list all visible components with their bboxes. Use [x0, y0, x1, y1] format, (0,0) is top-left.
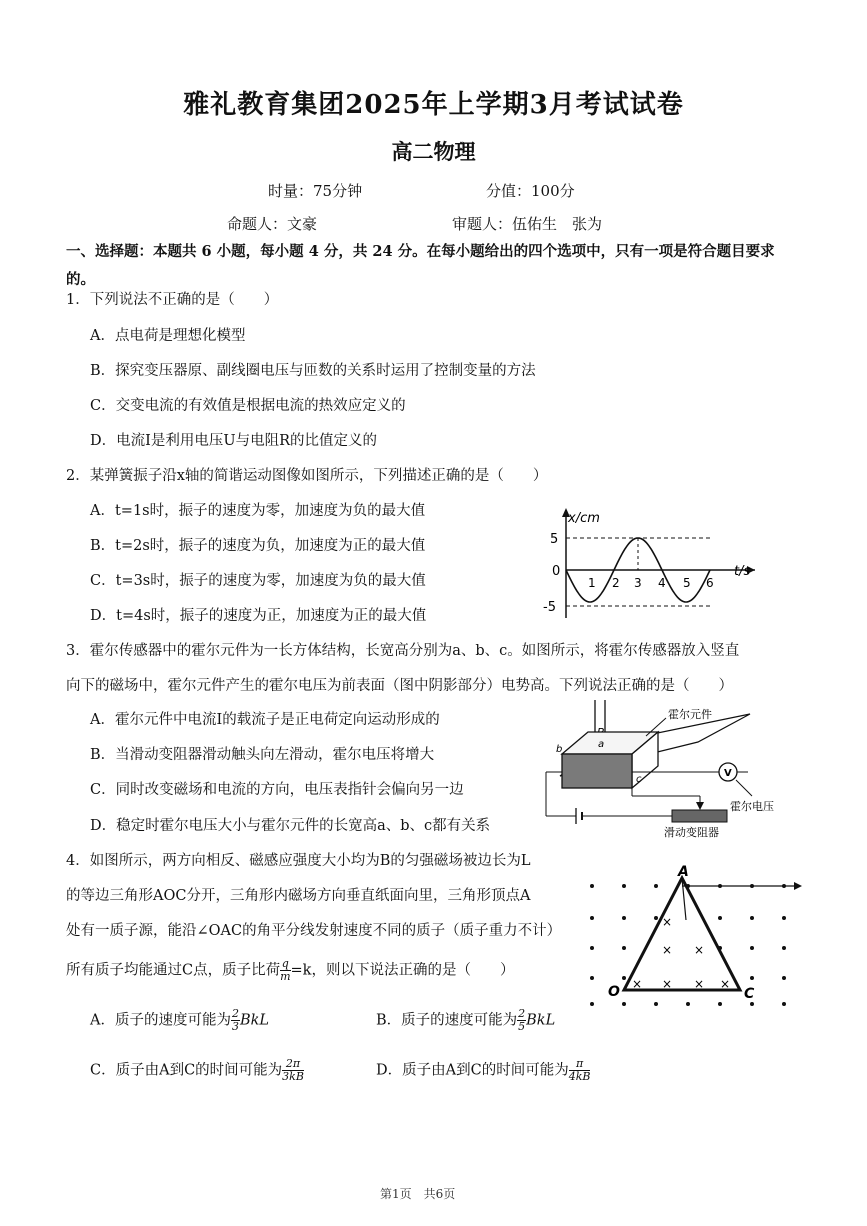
field-dot: [782, 946, 786, 950]
field-cross: ×: [662, 915, 673, 929]
q3-option-a: A．霍尔元件中电流I的载流子是正电荷定向运动形成的: [90, 712, 440, 728]
q2-option-d: D．t=4s时，振子的速度为正，加速度为正的最大值: [90, 608, 427, 624]
q4-b-frac: [517, 1008, 526, 1033]
q4-stem-line2: 的等边三角形AOC分开，三角形内磁场方向垂直纸面向里，三角形顶点A: [66, 888, 531, 904]
q4-b-den: 5: [518, 1020, 526, 1033]
q4-line4-pre: 所有质子均能通过C点，质子比荷: [66, 962, 281, 979]
field-dot: [622, 1002, 626, 1006]
field-dot: [590, 946, 594, 950]
field-cross: ×: [720, 977, 731, 991]
exam-score: 分值：100分: [486, 182, 575, 200]
q4-d-pre: D．质子由A到C的时间可能为: [376, 1062, 569, 1079]
exam-subject: 高二物理: [391, 139, 476, 164]
field-dot: [590, 1002, 594, 1006]
exam-time: 时量：75分钟: [268, 182, 363, 200]
q4-stem-line4: [66, 958, 514, 983]
field-dot: [654, 884, 658, 888]
field-dot: [718, 1002, 722, 1006]
xtick-2: 2: [612, 576, 620, 590]
q3-option-c: C．同时改变磁场和电流的方向，电压表指针会偏向另一边: [90, 782, 464, 798]
q3-stem-line1: 3．霍尔传感器中的霍尔元件为一长方体结构，长宽高分别为a、b、c。如图所示，将霍尔传感器放入竖直: [66, 643, 740, 659]
voltmeter-label: V: [724, 768, 732, 779]
xtick-3: 3: [634, 576, 642, 590]
hall-element-front: [562, 754, 632, 788]
q1-option-d: D．电流I是利用电压U与电阻R的比值定义的: [90, 433, 377, 449]
q4-stem-line1: 4．如图所示，两方向相反、磁感应强度大小均为B的匀强磁场被边长为L: [66, 853, 531, 869]
q2-option-b: B．t=2s时，振子的速度为负，加速度为正的最大值: [90, 538, 426, 554]
q1-option-c: C．交变电流的有效值是根据电流的热效应定义的: [90, 398, 406, 414]
q1-option-a: A．点电荷是理想化模型: [90, 328, 246, 344]
exam-author: 命题人：文豪: [227, 215, 318, 233]
q4-b-post: BkL: [526, 1012, 556, 1029]
q2-option-a: A．t=1s时，振子的速度为零，加速度为负的最大值: [90, 503, 426, 519]
vertex-c: C: [744, 986, 755, 1002]
frac-num: q: [281, 957, 289, 970]
q4-a-den: 3: [231, 1020, 239, 1033]
q4-d-num: π: [569, 1058, 591, 1071]
q3-option-b: B．当滑动变阻器滑动触头向左滑动，霍尔电压将增大: [90, 747, 435, 763]
vertex-a: A: [678, 864, 689, 880]
ytick-neg5: -5: [543, 600, 556, 615]
field-dot: [750, 916, 754, 920]
field-dot: [622, 946, 626, 950]
field-dot: [718, 916, 722, 920]
charge-mass-fraction: [280, 958, 290, 983]
q1-stem: 1．下列说法不正确的是（ ）: [66, 292, 279, 308]
q4-option-d: [376, 1058, 590, 1083]
graph-xlabel: t/s: [734, 564, 751, 579]
rheostat-label: 滑动变阻器: [664, 826, 719, 839]
field-dot: [590, 884, 594, 888]
shm-graph: [530, 500, 770, 630]
field-dot: [590, 976, 594, 980]
xtick-1: 1: [588, 576, 596, 590]
field-dot: [654, 916, 658, 920]
q2-stem: 2．某弹簧振子沿x轴的简谐运动图像如图所示，下列描述正确的是（ ）: [66, 468, 548, 484]
vertex-o: O: [608, 984, 620, 1000]
field-dot: [750, 1002, 754, 1006]
field-dot: [750, 976, 754, 980]
q4-d-frac: [569, 1058, 591, 1083]
q4-option-a: [90, 1008, 269, 1033]
graph-ylabel: x/cm: [568, 511, 600, 526]
field-dot: [622, 976, 626, 980]
rheostat: [672, 810, 727, 822]
dim-a: a: [598, 739, 605, 750]
hall-sensor-figure: [540, 696, 810, 846]
frac-den: m: [280, 970, 291, 983]
triangle-field-figure: [580, 864, 810, 1014]
hall-voltage-label: 霍尔电压: [730, 800, 774, 813]
field-dot: [622, 916, 626, 920]
xtick-4: 4: [658, 576, 666, 590]
q3-option-d: D．稳定时霍尔电压大小与霍尔元件的长宽高a、b、c都有关系: [90, 818, 491, 834]
q4-a-frac: [231, 1008, 240, 1033]
exam-reviewer: 审题人：伍佑生 张为: [452, 215, 603, 233]
section-heading: 一、选择题：本题共 6 小题，每小题 4 分，共 24 分。在每小题给出的四个选项中，只有一项是符合题目要求的。: [66, 243, 775, 288]
q4-a-pre: A．质子的速度可能为: [90, 1012, 231, 1029]
field-dot: [782, 1002, 786, 1006]
q4-a-post: BkL: [239, 1012, 270, 1029]
field-dot: [622, 884, 626, 888]
ytick-0: 0: [552, 564, 561, 579]
q1-option-b: B．探究变压器原、副线圈电压与匝数的关系时运用了控制变量的方法: [90, 363, 536, 379]
dim-b: b: [556, 744, 563, 755]
q4-d-den: 4kB: [568, 1070, 591, 1083]
field-cross: ×: [662, 977, 673, 991]
triangle-aoc: [624, 878, 740, 990]
q4-a-num: 2: [231, 1007, 239, 1020]
q3-stem-line2: 向下的磁场中，霍尔元件产生的霍尔电压为前表面（图中阴影部分）电势高。下列说法正确的是（ ）: [66, 678, 733, 694]
q4-c-pre: C．质子由A到C的时间可能为: [90, 1062, 283, 1079]
field-dot: [654, 1002, 658, 1006]
field-dot: [782, 916, 786, 920]
field-cross: ×: [694, 943, 705, 957]
ytick-5: 5: [550, 532, 559, 547]
q4-c-frac: [282, 1058, 304, 1083]
field-dot: [782, 976, 786, 980]
field-dot: [590, 916, 594, 920]
q4-option-c: [90, 1058, 304, 1083]
q4-c-den: 3kB: [282, 1070, 304, 1083]
page-footer: 第1页 共6页: [380, 1187, 456, 1201]
xtick-6: 6: [706, 576, 714, 590]
q4-stem-line3: 处有一质子源，能沿∠OAC的角平分线发射速度不同的质子（质子重力不计）: [66, 923, 562, 939]
q4-line4-post: =k，则以下说法正确的是（ ）: [290, 962, 515, 979]
field-cross: ×: [694, 977, 705, 991]
xtick-5: 5: [683, 576, 691, 590]
field-cross: ×: [632, 977, 643, 991]
field-dot: [750, 946, 754, 950]
field-dot: [686, 1002, 690, 1006]
q4-b-pre: B．质子的速度可能为: [376, 1012, 518, 1029]
q2-option-c: C．t=3s时，振子的速度为零，加速度为负的最大值: [90, 573, 426, 589]
q4-b-num: 2: [518, 1007, 526, 1020]
q4-option-b: [376, 1008, 555, 1033]
dim-c: c: [636, 774, 642, 785]
q4-c-num: 2π: [282, 1058, 304, 1071]
hall-element-label: 霍尔元件: [668, 708, 712, 721]
field-cross: ×: [662, 943, 673, 957]
exam-title: 雅礼教育集团2025年上学期3月考试试卷: [183, 90, 684, 120]
